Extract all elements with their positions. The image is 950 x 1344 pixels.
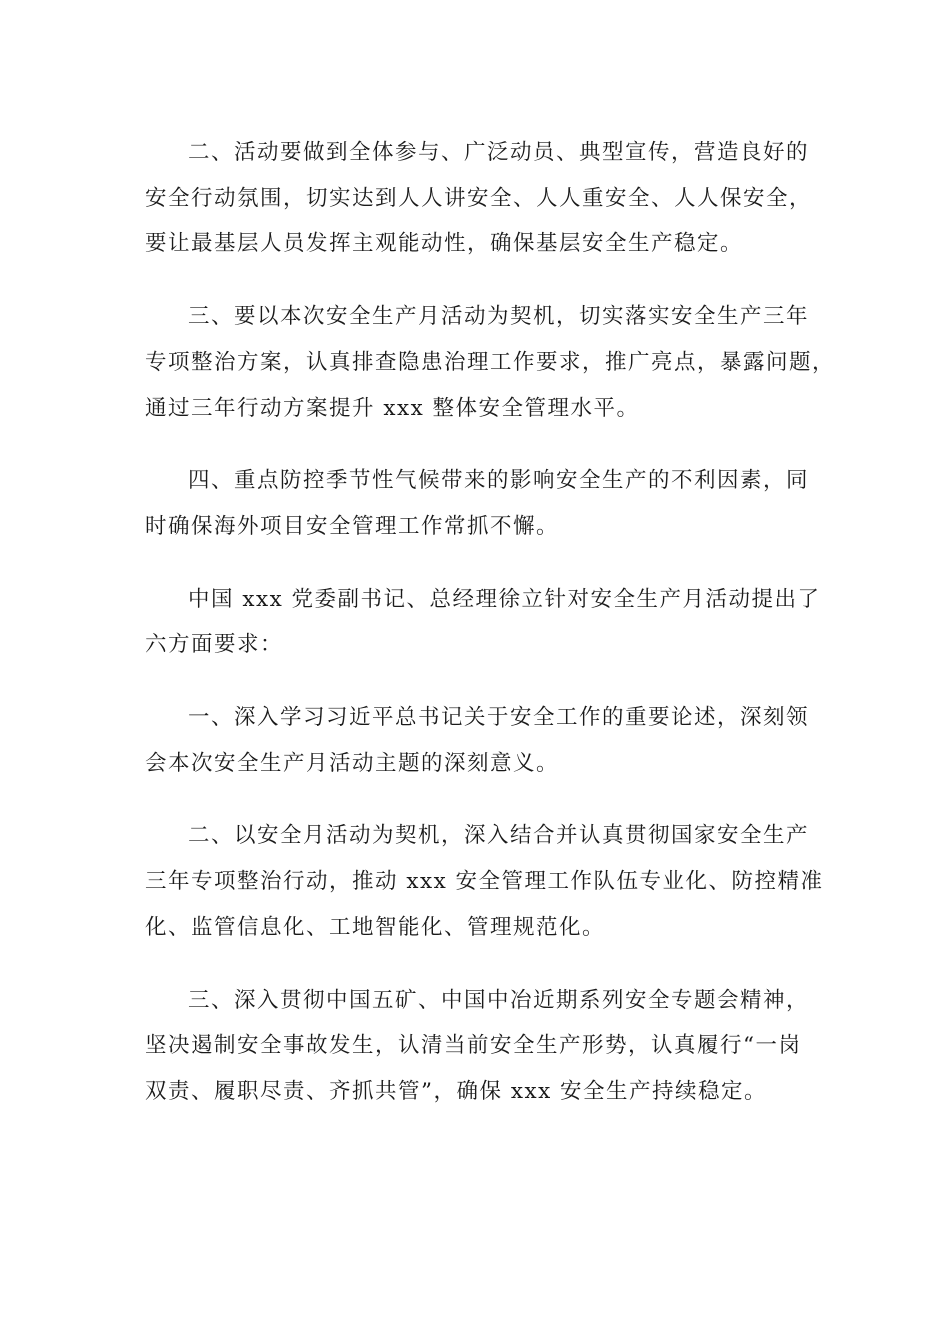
- paragraph-line: 四、重点防控季节性气候带来的影响安全生产的不利因素，同: [188, 468, 810, 494]
- paragraph-6: [145, 813, 824, 950]
- paragraph-line: 六方面要求：: [145, 632, 284, 658]
- paragraph-line: 三、深入贯彻中国五矿、中国中冶近期系列安全专题会精神，: [188, 987, 810, 1013]
- paragraph-line: 会本次安全生产月活动主题的深刻意义。: [145, 750, 560, 776]
- paragraph-line: 要让最基层人员发挥主观能动性，确保基层安全生产稳定。: [145, 231, 744, 257]
- document-body: [145, 130, 836, 1142]
- paragraph-3: [145, 458, 810, 549]
- paragraph-line: 专项整治方案，认真排查隐患治理工作要求，推广亮点，暴露问题，: [145, 349, 836, 375]
- paragraph-2: [145, 294, 836, 431]
- paragraph-line: 二、活动要做到全体参与、广泛动员、典型宣传，营造良好的: [188, 140, 810, 165]
- paragraph-line: 中国 xxx 党委副书记、总经理徐立针对安全生产月活动提出了: [188, 586, 821, 612]
- paragraph-4: [145, 577, 821, 668]
- paragraph-line: 坚决遏制安全事故发生，认清当前安全生产形势，认真履行“一岗: [145, 1033, 802, 1059]
- paragraph-line: 三年专项整治行动，推动 xxx 安全管理工作队伍专业化、防控精准: [145, 869, 824, 895]
- paragraph-5: [145, 695, 810, 786]
- paragraph-line: 化、监管信息化、工地智能化、管理规范化。: [145, 914, 606, 940]
- paragraph-line: 时确保海外项目安全管理工作常抓不懈。: [145, 513, 560, 539]
- paragraph-1: [145, 130, 813, 267]
- paragraph-line: 双责、履职尽责、齐抓共管”，确保 xxx 安全生产持续稳定。: [145, 1078, 768, 1104]
- paragraph-7: [145, 978, 810, 1115]
- paragraph-line: 安全行动氛围，切实达到人人讲安全、人人重安全、人人保安全，: [145, 185, 813, 211]
- paragraph-line: 一、深入学习习近平总书记关于安全工作的重要论述，深刻领: [188, 705, 810, 731]
- paragraph-line: 通过三年行动方案提升 xxx 整体安全管理水平。: [145, 395, 640, 421]
- paragraph-line: 二、以安全月活动为契机，深入结合并认真贯彻国家安全生产: [188, 823, 810, 849]
- paragraph-line: 三、要以本次安全生产月活动为契机，切实落实安全生产三年: [188, 304, 810, 330]
